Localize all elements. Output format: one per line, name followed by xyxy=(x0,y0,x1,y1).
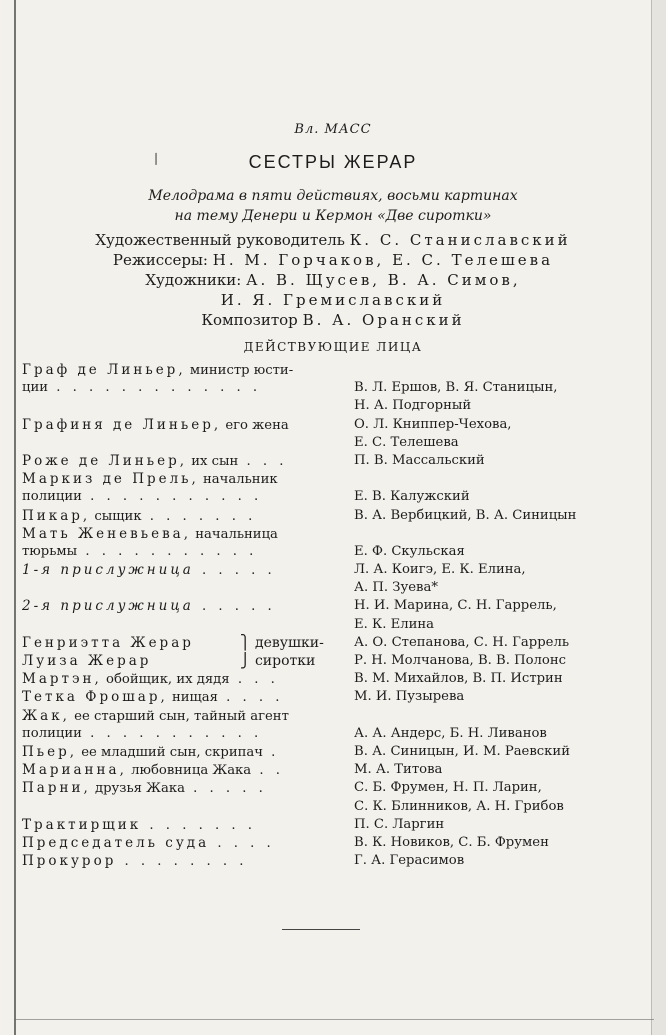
dot-leader: . . . xyxy=(229,672,279,688)
actor-names: М. И. Пузырева xyxy=(354,689,465,705)
role-name: Луиза Жерар xyxy=(22,653,152,669)
role-cell xyxy=(22,562,276,578)
role-name: Пикар, xyxy=(22,507,91,524)
role-name: Генриэтта Жерар xyxy=(22,634,194,651)
closing-rule xyxy=(282,929,360,930)
role-cell xyxy=(22,653,151,669)
subtitle-line-2: на тему Денери и Кермон «Две сиротки» xyxy=(174,208,492,224)
actor-names: Г. А. Герасимов xyxy=(354,853,465,869)
role-cell xyxy=(22,380,261,395)
cast-row xyxy=(22,635,652,653)
role-description: ее старший сын, тайный агент xyxy=(69,708,289,724)
credit-composer: Композитор В. А. Оранский xyxy=(201,311,465,329)
role-description: начальник xyxy=(198,472,278,488)
actor-names: В. А. Вербицкий, В. А. Синицын xyxy=(354,507,577,523)
cast-row xyxy=(22,398,652,416)
role-cell xyxy=(22,453,288,469)
actor-names: А. О. Степанова, С. Н. Гаррель xyxy=(354,634,570,650)
actor-names: Е. К. Елина xyxy=(354,616,435,632)
role-description: нищая xyxy=(167,690,218,706)
role-name: Марианна, xyxy=(22,762,127,779)
actor-names: Н. И. Марина, С. Н. Гаррель, xyxy=(354,598,557,614)
actor-names: Л. А. Коигэ, Е. К. Елина, xyxy=(354,562,526,578)
dot-leader: . . . . . . . . . . . xyxy=(81,489,263,505)
role-name: Пьер, xyxy=(22,743,78,760)
cast-row xyxy=(22,762,652,780)
credit-designers: Художники: А. В. Щусев, В. А. Симов, xyxy=(145,271,521,289)
actor-names: В. А. Синицын, И. М. Раевский xyxy=(354,743,570,759)
actor-names: В. М. Михайлов, В. П. Истрин xyxy=(354,671,563,687)
cast-row xyxy=(22,544,652,562)
subtitle-line-1: Мелодрама в пяти действиях, восьми картинах xyxy=(148,188,518,204)
role-description: ции xyxy=(22,380,49,396)
dot-leader: . . . xyxy=(238,453,288,469)
cast-row xyxy=(22,817,652,835)
cast-row xyxy=(22,598,652,616)
brace-note: ⎭ сиротки xyxy=(240,653,316,669)
role-cell xyxy=(22,526,278,542)
actor-names: С. Б. Фрумен, Н. П. Ларин, xyxy=(354,780,542,796)
dot-leader: . . . . xyxy=(209,835,275,851)
cast-row xyxy=(22,744,652,762)
cast-row xyxy=(22,489,652,507)
cast-row xyxy=(22,508,652,526)
role-cell xyxy=(22,726,262,741)
role-description: ее младший сын, скрипач xyxy=(77,744,263,760)
play-title: СЕСТРЫ ЖЕРАР xyxy=(248,152,418,172)
dot-leader: . . . . . . . . . . . . . xyxy=(48,380,262,396)
actor-names: Е. Ф. Скульская xyxy=(354,543,465,559)
role-cell xyxy=(22,744,279,760)
role-cell xyxy=(22,508,256,524)
role-name: Граф де Линьер, xyxy=(22,362,186,378)
role-description: полиции xyxy=(22,489,82,505)
role-cell xyxy=(22,635,194,651)
actor-names: А. П. Зуева* xyxy=(354,580,438,596)
role-description: друзья Жака xyxy=(90,781,185,797)
cast-row xyxy=(22,435,652,453)
role-name: Председатель суда xyxy=(22,834,210,851)
cast-row xyxy=(22,780,652,798)
credit-directors: Режиссеры: Н. М. Горчаков, Е. С. Телешева xyxy=(112,251,554,269)
role-name: 1-я прислужница xyxy=(22,562,194,579)
cast-row xyxy=(22,526,652,544)
actor-names: Н. А. Подгорный xyxy=(354,398,472,414)
role-description: их сын xyxy=(187,453,239,469)
role-cell xyxy=(22,780,267,796)
dot-leader: . . . . . . . . . . . xyxy=(81,725,263,741)
role-cell xyxy=(22,835,275,851)
role-description: любовница Жака xyxy=(126,763,252,779)
dot-leader: . . xyxy=(251,763,284,779)
role-name: Мартэн, xyxy=(22,671,102,688)
cast-section-title: ДЕЙСТВУЮЩИЕ ЛИЦА xyxy=(243,340,423,354)
cast-list xyxy=(22,362,652,871)
dot-leader: . . . . . . . xyxy=(141,508,257,524)
role-name: Трактирщик xyxy=(22,816,142,833)
actor-names: С. К. Блинников, А. Н. Грибов xyxy=(354,798,564,814)
role-name: Мать Женевьева, xyxy=(22,525,192,542)
cast-row xyxy=(22,835,652,853)
role-cell xyxy=(22,489,262,504)
role-cell xyxy=(22,853,247,869)
dot-leader: . . . . . . . . xyxy=(116,854,248,870)
cast-row xyxy=(22,362,652,380)
cast-row xyxy=(22,708,652,726)
role-name: Роже де Линьер, xyxy=(22,452,188,469)
role-description: полиции xyxy=(22,725,82,741)
page-edge-bottom xyxy=(14,1019,654,1020)
role-description: министр юсти- xyxy=(185,363,294,378)
actor-names: П. В. Массальский xyxy=(354,452,485,468)
cast-row xyxy=(22,580,652,598)
role-cell xyxy=(22,362,293,378)
role-cell xyxy=(22,689,284,705)
role-cell xyxy=(22,671,279,687)
role-cell xyxy=(22,708,289,724)
cast-row xyxy=(22,417,652,435)
credit-designers-cont: И. Я. Гремиславский xyxy=(220,291,446,309)
actor-names: О. Л. Книппер-Чехова, xyxy=(354,416,512,432)
dot-leader: . . . . . xyxy=(193,563,276,579)
role-name: Маркиз де Прель, xyxy=(22,471,199,488)
role-name: Графиня де Линьер, xyxy=(22,416,222,433)
cast-row xyxy=(22,671,652,689)
role-name: Прокурор xyxy=(22,853,117,870)
dot-leader: . . . . . . . . . . . xyxy=(77,543,258,559)
actor-names: Р. Н. Молчанова, В. В. Полонс xyxy=(354,653,567,668)
actor-names: Е. В. Калужский xyxy=(354,489,470,505)
credit-artistic-director: Художественный руководитель К. С. Станиславский xyxy=(95,231,571,249)
cast-row xyxy=(22,453,652,471)
dot-leader: . . . . . . . xyxy=(141,817,256,833)
role-name: Тетка Фрошар, xyxy=(22,689,168,706)
role-cell xyxy=(22,417,289,433)
role-cell xyxy=(22,598,276,614)
role-cell xyxy=(22,762,284,778)
role-description: обойщик, их дядя xyxy=(101,672,230,688)
role-cell xyxy=(22,544,257,559)
actor-names: Е. С. Телешева xyxy=(354,434,459,450)
role-cell xyxy=(22,817,256,833)
cast-row xyxy=(22,853,652,871)
cast-row xyxy=(22,799,652,817)
cast-row xyxy=(22,380,652,398)
cast-row xyxy=(22,617,652,635)
brace-note: ⎫ девушки- xyxy=(240,634,324,651)
actor-names: В. К. Новиков, С. Б. Фрумен xyxy=(354,834,549,850)
production-credits xyxy=(0,230,666,330)
role-name: 2-я прислужница xyxy=(22,598,194,615)
play-subtitle xyxy=(0,186,666,226)
cast-row xyxy=(22,653,652,671)
role-cell xyxy=(22,471,278,487)
dot-leader: . . . . . xyxy=(184,781,267,797)
dot-leader: . . . . xyxy=(217,690,284,706)
actor-names: В. Л. Ершов, В. Я. Станицын, xyxy=(354,380,558,396)
cast-row xyxy=(22,689,652,707)
dot-leader: . . . . . xyxy=(193,599,276,615)
actor-names: А. А. Андерс, Б. Н. Ливанов xyxy=(354,725,547,741)
dot-leader: . xyxy=(262,744,280,760)
role-description: начальница xyxy=(191,526,278,542)
author-name: Вл. МАСС xyxy=(294,122,372,137)
cast-row xyxy=(22,726,652,744)
ink-mark-icon: ❘ xyxy=(151,151,162,165)
role-name: Парни, xyxy=(22,780,91,797)
role-name: Жак, xyxy=(22,707,70,724)
role-description: тюрьмы xyxy=(22,543,78,559)
actor-names: П. С. Ларгин xyxy=(354,816,445,832)
role-description: его жена xyxy=(221,417,289,433)
cast-row xyxy=(22,471,652,489)
actor-names: М. А. Титова xyxy=(354,762,443,778)
cast-row xyxy=(22,562,652,580)
role-description: сыщик xyxy=(90,508,142,524)
